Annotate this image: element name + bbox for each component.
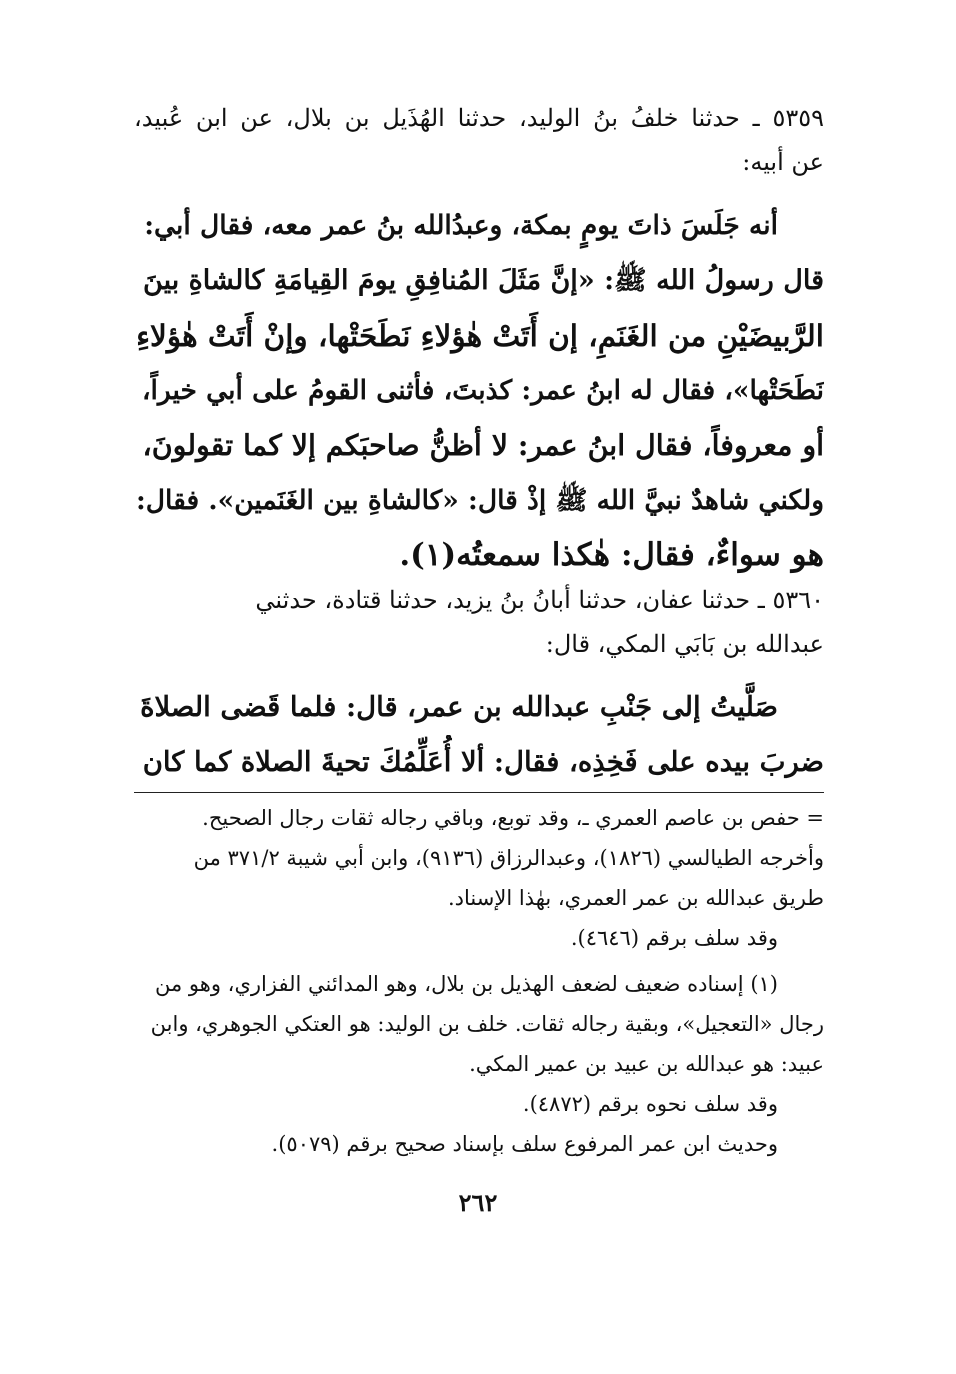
isnad-line: ٥٣٥٩ ـ حدثنا خلفُ بنُ الوليد، حدثنا الهُذَيل بن بلال، عن ابن عُبيد، <box>134 104 824 132</box>
matn-line: قال رسولُ الله ﷺ: «إنَّ مَثَلَ المُنافِقِ يومَ القِيامَةِ كالشاةِ بينَ <box>143 265 824 296</box>
matn-line: الرَّبيضَيْنِ من الغَنَمِ، إن أَتَتْ هٰؤلاءِ نَطَحَتْها، وإنْ أَتَتْ هٰؤلاءِ <box>136 318 824 353</box>
matn-line: ضربَ بيده على فَخِذِه، فقال: ألا أُعَلِّمُكَ تحيةَ الصلاة كما كان <box>142 746 824 778</box>
hadith-5360-matn <box>134 680 824 790</box>
page-number: ٢٦٢ <box>458 1188 498 1217</box>
footnote-line: طريق عبدالله بن عمر العمري، بهٰذا الإسناد. <box>448 886 824 910</box>
footnote-line: وقد سلف نحوه برقم (٤٨٧٢). <box>522 1092 778 1116</box>
hadith-5359-isnad <box>134 96 824 184</box>
matn-line: ولكني شاهدٌ نبيَّ الله ﷺ إذْ قال: «كالشاةِ بين الغَنَمين». فقال: <box>136 485 824 516</box>
footnote-separator <box>134 792 824 793</box>
footnote-line: (١) إسناده ضعيف لضعف الهذيل بن بلال، وهو المدائني الفزاري، وهو من <box>155 972 778 996</box>
footnote-continued <box>134 798 824 958</box>
footnote-line: رجال «التعجيل»، وبقية رجاله ثقات. خلف بن الوليد: هو العتكي الجوهري، وابن <box>150 1012 824 1036</box>
hadith-5360-isnad <box>134 578 824 666</box>
footnote-line: = حفص بن عاصم العمري ـ، وقد توبع، وباقي رجاله ثقات رجال الصحيح. <box>202 806 824 830</box>
hadith-5359-matn <box>134 198 824 583</box>
matn-line: أنه جَلَسَ ذاتَ يومٍ بمكة، وعبدُالله بنُ عمر معه، فقال أبي: <box>144 210 778 241</box>
matn-line: صَلَّيتُ إلى جَنْبِ عبدالله بن عمر، قال: فلما قَضى الصلاةَ <box>140 691 778 723</box>
footnote-line: وقد سلف برقم (٤٦٤٦). <box>570 926 778 950</box>
isnad-line: ٥٣٦٠ ـ حدثنا عفان، حدثنا أبانُ بنُ يزيد، حدثنا قتادة، حدثني <box>255 586 824 614</box>
isnad-line: عن أبيه: <box>742 148 824 176</box>
matn-line: نَطَحَتْها»، فقال له ابنُ عمر: كذبتَ، فأثنى القومُ على أبي خيراً، <box>141 375 824 406</box>
footnote-line: وأخرجه الطيالسي (١٨٢٦)، وعبدالرزاق (٩١٣٦)، وابن أبي شيبة ٣٧١/٢ من <box>193 846 824 870</box>
matn-line: أو معروفاً، فقال ابنُ عمر: لا أظنُّ صاحبَكم إلا كما تقولونَ، <box>142 428 824 462</box>
footnote-line: وحديث ابن عمر المرفوع سلف بإسناد صحيح برقم (٥٠٧٩). <box>271 1132 778 1156</box>
isnad-line: عبدالله بن بَابَي المكي، قال: <box>545 630 824 658</box>
matn-line: هو سواءٌ، فقال: هٰكذا سمعتُه(١). <box>399 537 824 573</box>
footnote-line: عبيد: هو عبدالله بن عبيد بن عمير المكي. <box>469 1052 824 1076</box>
footnote-1 <box>134 964 824 1164</box>
